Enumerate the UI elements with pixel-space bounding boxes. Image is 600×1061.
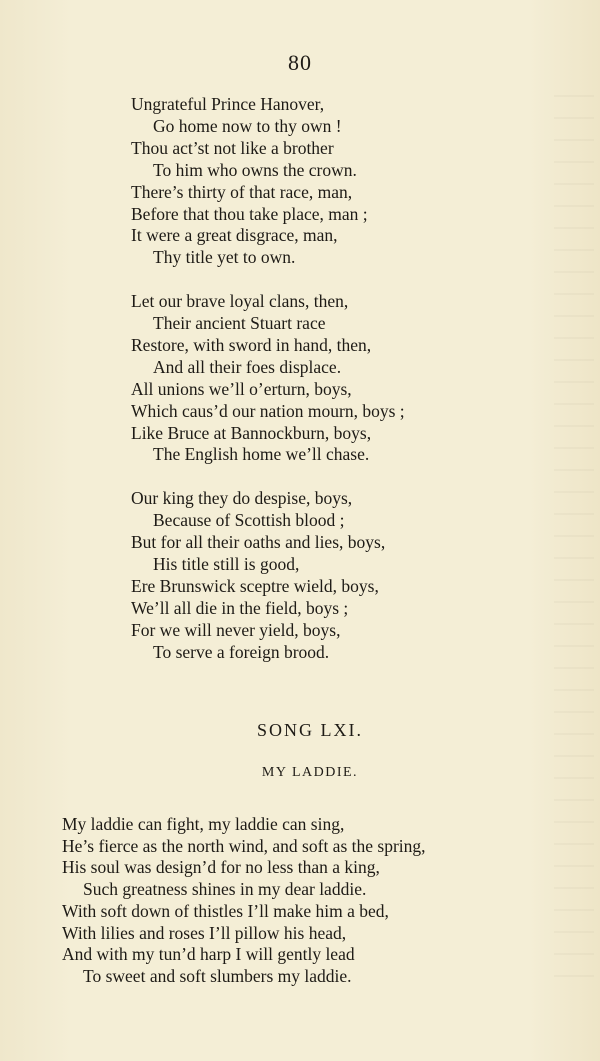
show-through-text [554, 95, 594, 995]
verse-line: His title still is good, [153, 554, 300, 574]
verse-line: All unions we’ll o’erturn, boys, [131, 378, 352, 399]
verse-line: Go home now to thy own ! [153, 115, 342, 136]
poem-continuation [131, 94, 405, 685]
verse-line: Like Bruce at Bannockburn, boys, [131, 422, 372, 443]
verse-line: Ungrateful Prince Hanover, [131, 94, 325, 114]
verse-line: Their ancient Stuart race [153, 313, 326, 334]
verse-line: It were a great disgrace, man, [131, 225, 338, 246]
song-title: SONG LXI. [257, 720, 363, 740]
song-subtitle: MY LADDIE. [261, 765, 359, 780]
page-number: 80 [288, 50, 312, 75]
stanza-3 [131, 488, 405, 663]
verse-line: To sweet and soft slumbers my laddie. [83, 965, 352, 986]
verse-line: With soft down of thistles I’ll make him a bed, [62, 900, 389, 921]
verse-line: Such greatness shines in my dear laddie. [83, 879, 367, 900]
verse-line: We’ll all die in the field, boys ; [131, 597, 349, 618]
verse-line: With lilies and roses I’ll pillow his head, [62, 922, 347, 943]
stanza-2 [131, 291, 405, 466]
verse-line: Thou act’st not like a brother [131, 137, 334, 158]
verse-line: But for all their oaths and lies, boys, [131, 532, 386, 553]
verse-line: To serve a foreign brood. [153, 641, 330, 662]
verse-line: Before that thou take place, man ; [131, 203, 368, 224]
verse-line: Because of Scottish blood ; [153, 510, 345, 531]
verse-line: And all their foes displace. [153, 356, 342, 377]
verse-line: Which caus’d our nation mourn, boys ; [131, 400, 405, 421]
verse-line: To him who owns the crown. [153, 159, 357, 180]
verse-line: Let our brave loyal clans, then, [131, 291, 349, 312]
verse-line: My laddie can fight, my laddie can sing, [62, 814, 345, 834]
verse-line: And with my tun’d harp I will gently lead [62, 944, 355, 965]
verse-line: Our king they do despise, boys, [131, 488, 353, 509]
verse-line: Ere Brunswick sceptre wield, boys, [131, 575, 379, 596]
verse-line: He’s fierce as the north wind, and soft as the spring, [62, 835, 426, 856]
verse-line: There’s thirty of that race, man, [131, 181, 353, 202]
stanza-1 [131, 94, 405, 269]
verse-line: Restore, with sword in hand, then, [131, 334, 372, 355]
song-verse [62, 814, 426, 988]
verse-line: The English home we’ll chase. [153, 444, 370, 465]
verse-line: Thy title yet to own. [153, 247, 296, 268]
verse-line: His soul was design’d for no less than a king, [62, 857, 380, 878]
verse-line: For we will never yield, boys, [131, 619, 341, 640]
